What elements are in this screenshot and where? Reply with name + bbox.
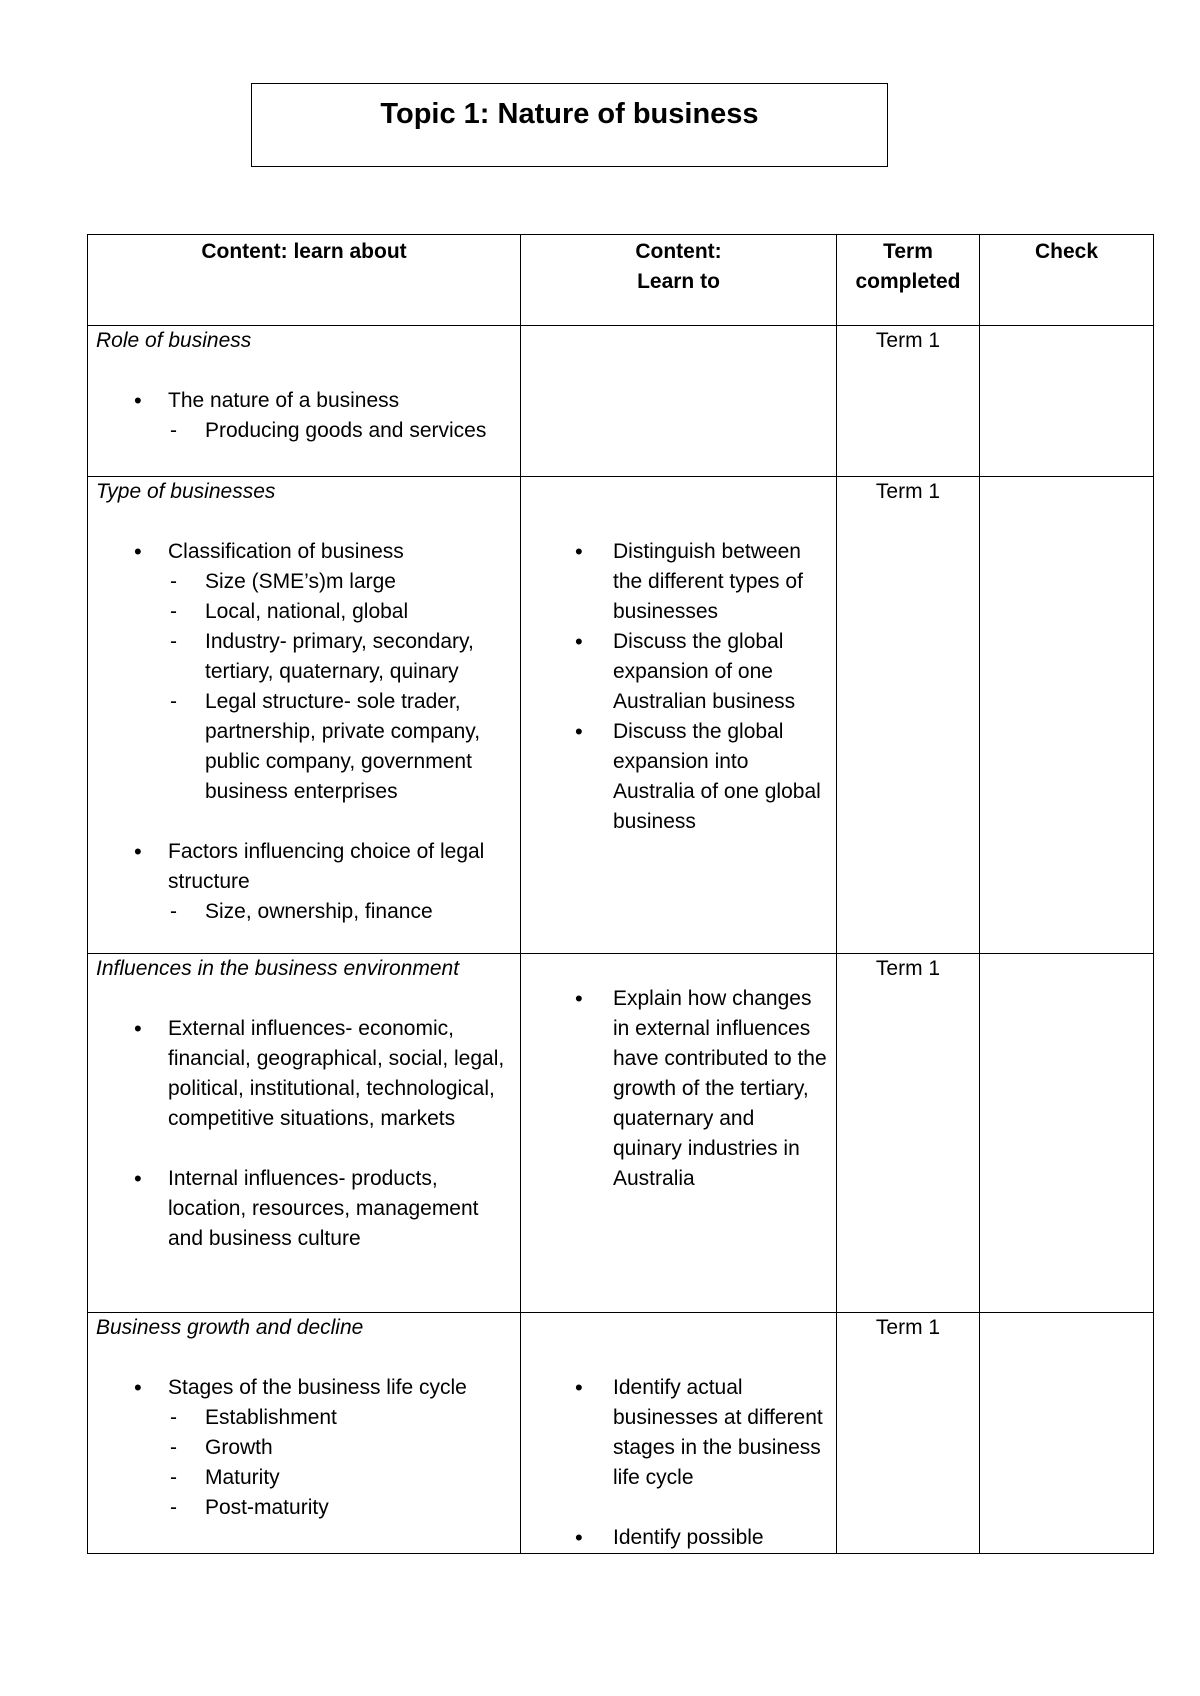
term-label: Term 1 bbox=[875, 329, 941, 352]
header-learn-to-line2: Learn to bbox=[637, 270, 720, 293]
page-title: Topic 1: Nature of business bbox=[380, 98, 759, 130]
list-item: • Identify actual businesses at different stages in the business life cycle bbox=[529, 1373, 828, 1493]
check-cell[interactable] bbox=[980, 477, 1154, 954]
list-item: • The nature of a business bbox=[96, 386, 512, 416]
topic-heading: Role of business bbox=[96, 329, 252, 352]
sub-list-item: - Size, ownership, finance bbox=[96, 897, 512, 927]
sub-list-item: - Size (SME’s)m large bbox=[96, 567, 512, 597]
header-check bbox=[980, 235, 1154, 326]
header-term-line2: completed bbox=[855, 270, 961, 293]
table-row bbox=[88, 1313, 1154, 1554]
topic-heading: Influences in the business environment bbox=[96, 957, 460, 980]
list-item: • Distinguish between the different types of businesses bbox=[529, 537, 828, 627]
header-check-label: Check bbox=[1034, 240, 1099, 263]
term-label: Term 1 bbox=[875, 1316, 941, 1339]
header-term-line1: Term bbox=[883, 240, 933, 263]
learn-to-cell bbox=[521, 326, 837, 477]
list-item: • Discuss the global expansion into Australia of one global business bbox=[529, 717, 828, 837]
term-label: Term 1 bbox=[875, 480, 941, 503]
learn-about-cell bbox=[88, 1313, 521, 1554]
sub-list-item: - Establishment bbox=[96, 1403, 512, 1433]
table-row bbox=[88, 477, 1154, 954]
sub-list-item: - Local, national, global bbox=[96, 597, 512, 627]
term-cell bbox=[837, 1313, 980, 1554]
list-item: • Explain how changes in external influences have contributed to the growth of the tertiary, quaternary and quinary industries in Australia bbox=[529, 984, 828, 1194]
sub-list-item: - Producing goods and services bbox=[96, 416, 512, 446]
term-cell bbox=[837, 954, 980, 1313]
learn-about-cell bbox=[88, 477, 521, 954]
term-label: Term 1 bbox=[875, 957, 941, 980]
list-item: • Identify possible bbox=[529, 1523, 828, 1553]
table-header-row bbox=[88, 235, 1154, 326]
check-cell[interactable] bbox=[980, 1313, 1154, 1554]
table-row bbox=[88, 954, 1154, 1313]
list-item: • Factors influencing choice of legal structure bbox=[96, 837, 512, 897]
learn-to-cell bbox=[521, 1313, 837, 1554]
sub-list-item: - Maturity bbox=[96, 1463, 512, 1493]
topic-heading: Business growth and decline bbox=[96, 1316, 364, 1339]
list-item: • Internal influences- products, location, resources, management and business culture bbox=[96, 1164, 512, 1254]
header-term-completed bbox=[837, 235, 980, 326]
sub-list-item: - Legal structure- sole trader, partnership, private company, public company, government business enterprises bbox=[96, 687, 512, 807]
header-learn-to-line1: Content: bbox=[635, 240, 722, 263]
sub-list-item: - Industry- primary, secondary, tertiary, quaternary, quinary bbox=[96, 627, 512, 687]
list-item: • Stages of the business life cycle bbox=[96, 1373, 512, 1403]
learn-about-cell bbox=[88, 326, 521, 477]
list-item: • Classification of business bbox=[96, 537, 512, 567]
check-cell[interactable] bbox=[980, 954, 1154, 1313]
syllabus-table bbox=[87, 234, 1154, 1554]
learn-to-cell bbox=[521, 477, 837, 954]
topic-heading: Type of businesses bbox=[96, 480, 276, 503]
title-box bbox=[251, 83, 888, 167]
list-item: • Discuss the global expansion of one Australian business bbox=[529, 627, 828, 717]
learn-about-cell bbox=[88, 954, 521, 1313]
header-learn-to bbox=[521, 235, 837, 326]
term-cell bbox=[837, 477, 980, 954]
sub-list-item: - Post-maturity bbox=[96, 1493, 512, 1523]
table-row bbox=[88, 326, 1154, 477]
header-learn-about bbox=[88, 235, 521, 326]
term-cell bbox=[837, 326, 980, 477]
header-learn-about-label: Content: learn about bbox=[201, 240, 407, 263]
check-cell[interactable] bbox=[980, 326, 1154, 477]
list-item: • External influences- economic, financial, geographical, social, legal, political, institutional, technological, competitive situations, markets bbox=[96, 1014, 512, 1134]
learn-to-cell bbox=[521, 954, 837, 1313]
sub-list-item: - Growth bbox=[96, 1433, 512, 1463]
